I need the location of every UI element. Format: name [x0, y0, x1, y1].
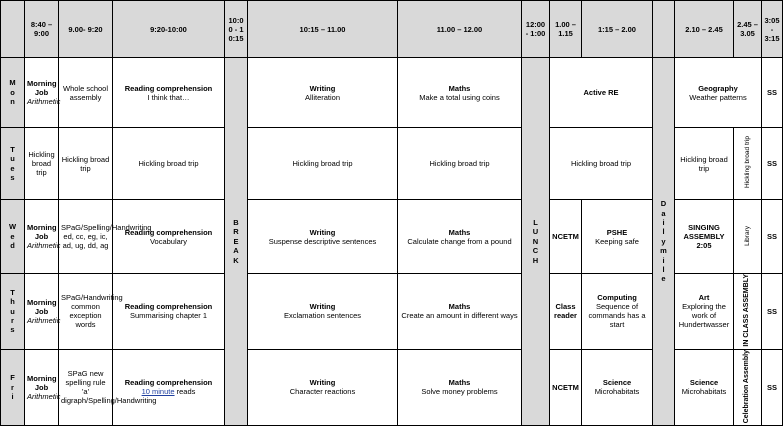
tues-trip-6: Hickling broad trip	[550, 128, 653, 200]
fri-science-2: Science Microhabitats	[675, 349, 734, 425]
wed-ss: SS	[762, 200, 783, 274]
fri-reading-link[interactable]: 10 minute	[141, 387, 175, 397]
thurs-art: Art Exploring the work of Hundertwasser	[675, 274, 734, 350]
lunch-column: L U N C H	[522, 58, 550, 426]
header-time-6: 11.00 – 12.00	[398, 1, 522, 58]
wed-reading: Reading comprehension Vocabulary	[113, 200, 225, 274]
mon-active-re: Active RE	[550, 58, 653, 128]
thurs-spag: SPaG/Handwriting common exception words	[59, 274, 113, 350]
header-time-2: 9.00- 9:20	[59, 1, 113, 58]
header-time-5: 10:15 – 11.00	[248, 1, 398, 58]
header-time-11: 2.10 – 2.45	[675, 1, 734, 58]
fri-ss: SS	[762, 349, 783, 425]
mon-maths: Maths Make a total using coins	[398, 58, 522, 128]
thurs-class-reader: Class reader	[550, 274, 582, 350]
header-time-12: 2.45 – 3.05	[734, 1, 762, 58]
header-time-4: 10:00 - 10:15	[225, 1, 248, 58]
header-time-13: 3:05 - 3:15	[762, 1, 783, 58]
tues-trip-4: Hickling broad trip	[248, 128, 398, 200]
header-time-10	[653, 1, 675, 58]
wed-singing-assembly: SINGING ASSEMBLY 2:05	[675, 200, 734, 274]
mon-reading: Reading comprehension I think that…	[113, 58, 225, 128]
day-label-wed: W e d	[1, 200, 25, 274]
fri-maths: Maths Solve money problems	[398, 349, 522, 425]
header-time-1: 8:40 – 9:00	[25, 1, 59, 58]
day-label-tues: T u e s	[1, 128, 25, 200]
tues-trip-5: Hickling broad trip	[398, 128, 522, 200]
fri-science-1: Science Microhabitats	[582, 349, 653, 425]
morning-job-thurs: Morning Job Arithmetic	[25, 274, 59, 350]
header-row	[1, 1, 783, 58]
mon-assembly: Whole school assembly	[59, 58, 113, 128]
header-time-3: 9:20-10:00	[113, 1, 225, 58]
thurs-writing: Writing Exclamation sentences	[248, 274, 398, 350]
morning-job-fri: Morning Job Arithmetic	[25, 349, 59, 425]
day-label-fri: F r i	[1, 349, 25, 425]
fri-reading: Reading comprehension 10 minute reads	[113, 349, 225, 425]
fri-celebration-assembly: Celebration Assembly	[734, 349, 762, 425]
day-row-mon	[1, 58, 783, 128]
header-time-8: 1.00 – 1.15	[550, 1, 582, 58]
fri-ncetm: NCETM	[550, 349, 582, 425]
tues-trip-3: Hickling broad trip	[113, 128, 225, 200]
morning-job-wed: Morning Job Arithmetic	[25, 200, 59, 274]
day-label-mon: M o n	[1, 58, 25, 128]
morning-job-mon: Morning Job Arithmetic	[25, 58, 59, 128]
wed-maths: Maths Calculate change from a pound	[398, 200, 522, 274]
thurs-computing: Computing Sequence of commands has a start	[582, 274, 653, 350]
wed-library: Library	[734, 200, 762, 274]
mon-ss: SS	[762, 58, 783, 128]
fri-spag: SPaG new spelling rule 'a' digraph/Spelling/Handwriting	[59, 349, 113, 425]
thurs-in-class-assembly: IN CLASS ASSEMBLY	[734, 274, 762, 350]
header-time-9: 1:15 – 2.00	[582, 1, 653, 58]
wed-pshe: PSHE Keeping safe	[582, 200, 653, 274]
tues-trip-2: Hickling broad trip	[59, 128, 113, 200]
mon-geography: Geography Weather patterns	[675, 58, 762, 128]
thurs-reading: Reading comprehension Summarising chapter 1	[113, 274, 225, 350]
tues-trip-8: Hickling broad trip	[734, 128, 762, 200]
header-time-7: 12:00 - 1:00	[522, 1, 550, 58]
thurs-maths: Maths Create an amount in different ways	[398, 274, 522, 350]
tues-trip-7: Hickling broad trip	[675, 128, 734, 200]
thurs-ss: SS	[762, 274, 783, 350]
corner-cell	[1, 1, 25, 58]
break-column: B R E A K	[225, 58, 248, 426]
tues-trip-1: Hickling broad trip	[25, 128, 59, 200]
daily-mile-column: D a i l y m i l e	[653, 58, 675, 426]
fri-writing: Writing Character reactions	[248, 349, 398, 425]
day-label-thurs: T h u r s	[1, 274, 25, 350]
tues-ss: SS	[762, 128, 783, 200]
wed-spag: SPaG/Spelling/Handwriting ed, cc, eg, ic, ad, ug, dd, ag	[59, 200, 113, 274]
wed-writing: Writing Suspense descriptive sentences	[248, 200, 398, 274]
mon-writing: Writing Alliteration	[248, 58, 398, 128]
wed-ncetm: NCETM	[550, 200, 582, 274]
